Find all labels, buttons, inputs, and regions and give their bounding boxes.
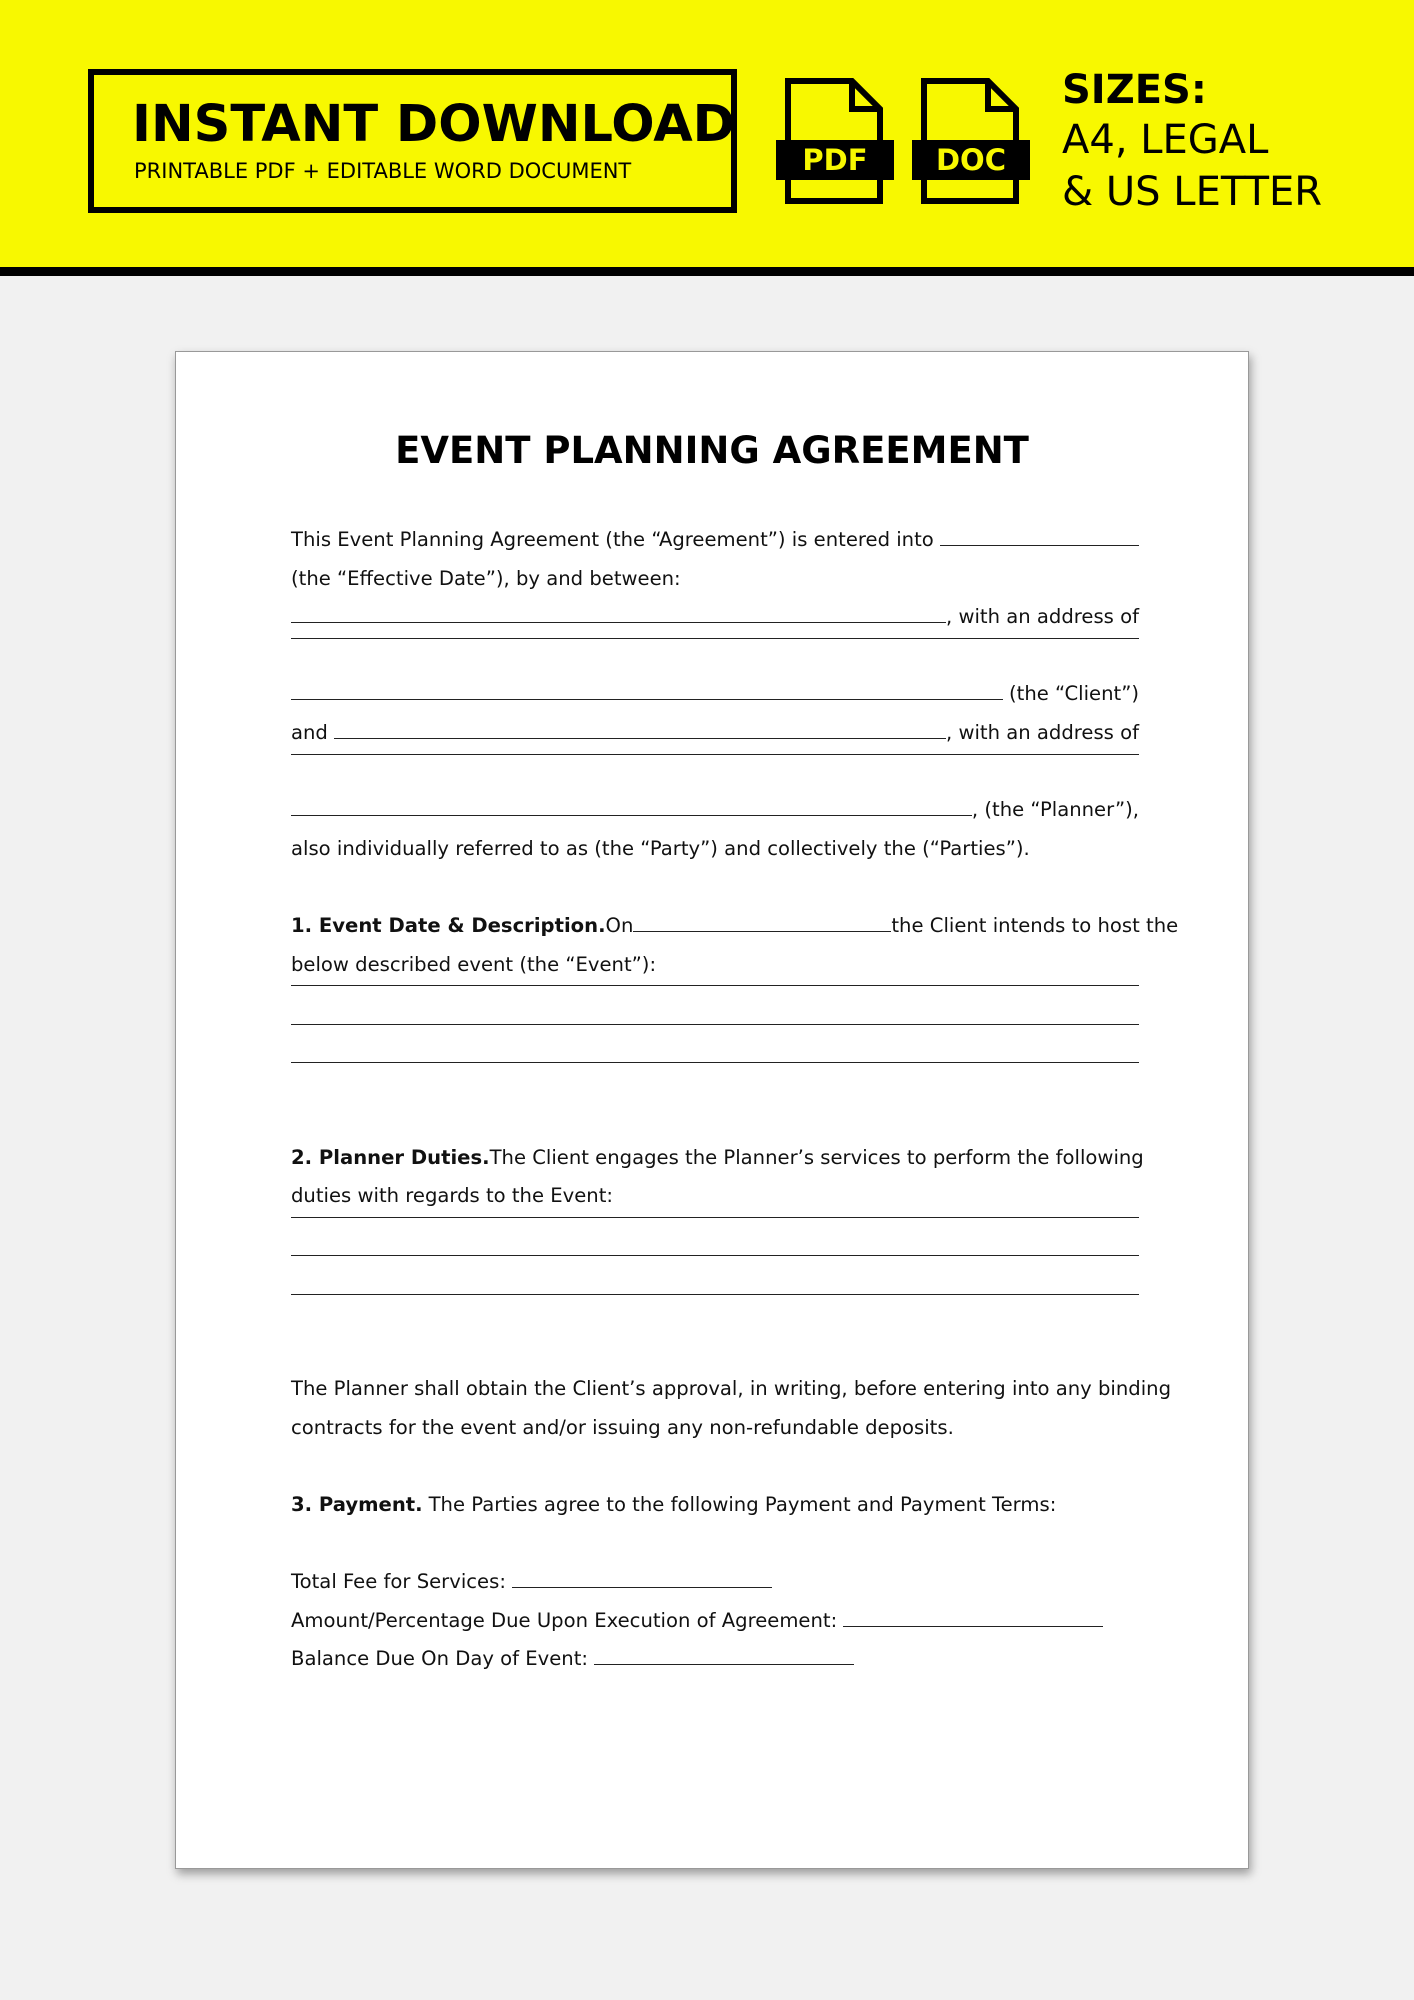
instant-download-box [88,69,737,213]
planner-suffix: , (the “Planner”), [971,798,1139,822]
document-body [291,521,1179,1679]
event-description-blank-1[interactable] [291,984,1139,986]
section-2-line-2 [291,1177,1139,1216]
client-address-blank-1[interactable] [291,637,1139,639]
sizes-info [1062,66,1322,218]
client-address-suffix: , with an address of [945,605,1139,629]
intro-text: This Event Planning Agreement (the “Agreement”) is entered into [291,528,934,551]
banner-title: INSTANT DOWNLOAD [132,95,736,154]
total-fee-label: Total Fee for Services: [291,1570,506,1594]
intro-line-2 [291,560,1139,599]
client-address-line-1 [291,637,1139,676]
client-address-blank-2[interactable] [291,698,1003,700]
event-date-blank[interactable] [633,930,891,932]
balance-due-line [291,1640,1139,1679]
planner-address-line-1 [291,753,1139,792]
event-description-blank-3[interactable] [291,1061,1139,1063]
duties-line-1 [291,1216,1139,1255]
event-description-line-1 [291,984,1139,1023]
event-description-line-3 [291,1061,1139,1100]
planner-address-blank-1[interactable] [291,753,1139,755]
intro-line-1 [291,521,1139,560]
sizes-line-1: A4, LEGAL [1062,117,1269,163]
execution-due-line [291,1602,1139,1641]
section-3-text: The Parties agree to the following Payment and Payment Terms: [428,1492,1057,1516]
duties-line-2 [291,1254,1139,1293]
doc-label: DOC [912,140,1030,180]
section-2-text: The Client engages the Planner’s services to perform the following [489,1145,1144,1169]
parties-text: also individually referred to as (the “Party”) and collectively the (“Parties”). [291,836,1030,860]
sizes-line-2: & US LETTER [1062,169,1323,215]
execution-due-label: Amount/Percentage Due Upon Execution of Agreement: [291,1608,838,1632]
document-title: EVENT PLANNING AGREEMENT [395,429,1029,472]
client-suffix: (the “Client”) [1009,682,1139,706]
banner-subtitle: PRINTABLE PDF + EDITABLE WORD DOCUMENT [134,159,632,183]
event-description-blank-2[interactable] [291,1023,1139,1025]
and-prefix: and [291,720,328,744]
planner-address-line-2 [291,791,1139,830]
parties-line [291,830,1139,869]
sizes-heading: SIZES: [1062,67,1207,113]
approval-line-2 [291,1409,1139,1448]
effective-date-text: (the “Effective Date”), by and between: [291,566,681,590]
client-name-line [291,598,1139,637]
section-2-line-1 [291,1139,1144,1178]
approval-line-1 [291,1370,1172,1409]
document-page [175,351,1249,1869]
balance-due-label: Balance Due On Day of Event: [291,1647,588,1671]
duties-blank-1[interactable] [291,1216,1139,1218]
duties-line-3 [291,1293,1139,1332]
section-3-line [291,1486,1139,1525]
planner-name-blank[interactable] [334,737,946,739]
total-fee-blank[interactable] [512,1586,772,1588]
planner-address-blank-2[interactable] [291,814,972,816]
execution-due-blank[interactable] [843,1625,1103,1627]
duties-blank-2[interactable] [291,1254,1139,1256]
section-2-heading: 2. Planner Duties. [291,1145,490,1169]
planner-address-suffix: , with an address of [945,720,1139,744]
section-1-on: On [605,913,634,937]
balance-due-blank[interactable] [594,1663,854,1665]
pdf-label: PDF [776,140,894,180]
pdf-file-icon [776,78,896,204]
client-address-line-2 [291,675,1139,714]
planner-name-line [291,714,1139,753]
effective-date-blank[interactable] [940,544,1139,546]
client-name-blank[interactable] [291,621,946,623]
promo-banner [0,0,1414,276]
section-1-line-1 [291,907,1179,946]
section-2-text-2: duties with regards to the Event: [291,1184,613,1208]
duties-blank-3[interactable] [291,1293,1139,1295]
section-1-after-blank: the Client intends to host the [891,913,1179,937]
total-fee-line [291,1563,1139,1602]
approval-text-1: The Planner shall obtain the Client’s approval, in writing, before entering into any binding [291,1377,1172,1401]
section-1-line-2 [291,946,1139,985]
section-1-heading: 1. Event Date & Description. [291,913,606,937]
section-3-heading: 3. Payment. [291,1492,423,1516]
approval-text-2: contracts for the event and/or issuing any non-refundable deposits. [291,1415,954,1439]
event-description-line-2 [291,1023,1139,1062]
doc-file-icon [912,78,1032,204]
section-1-text: below described event (the “Event”): [291,952,657,976]
